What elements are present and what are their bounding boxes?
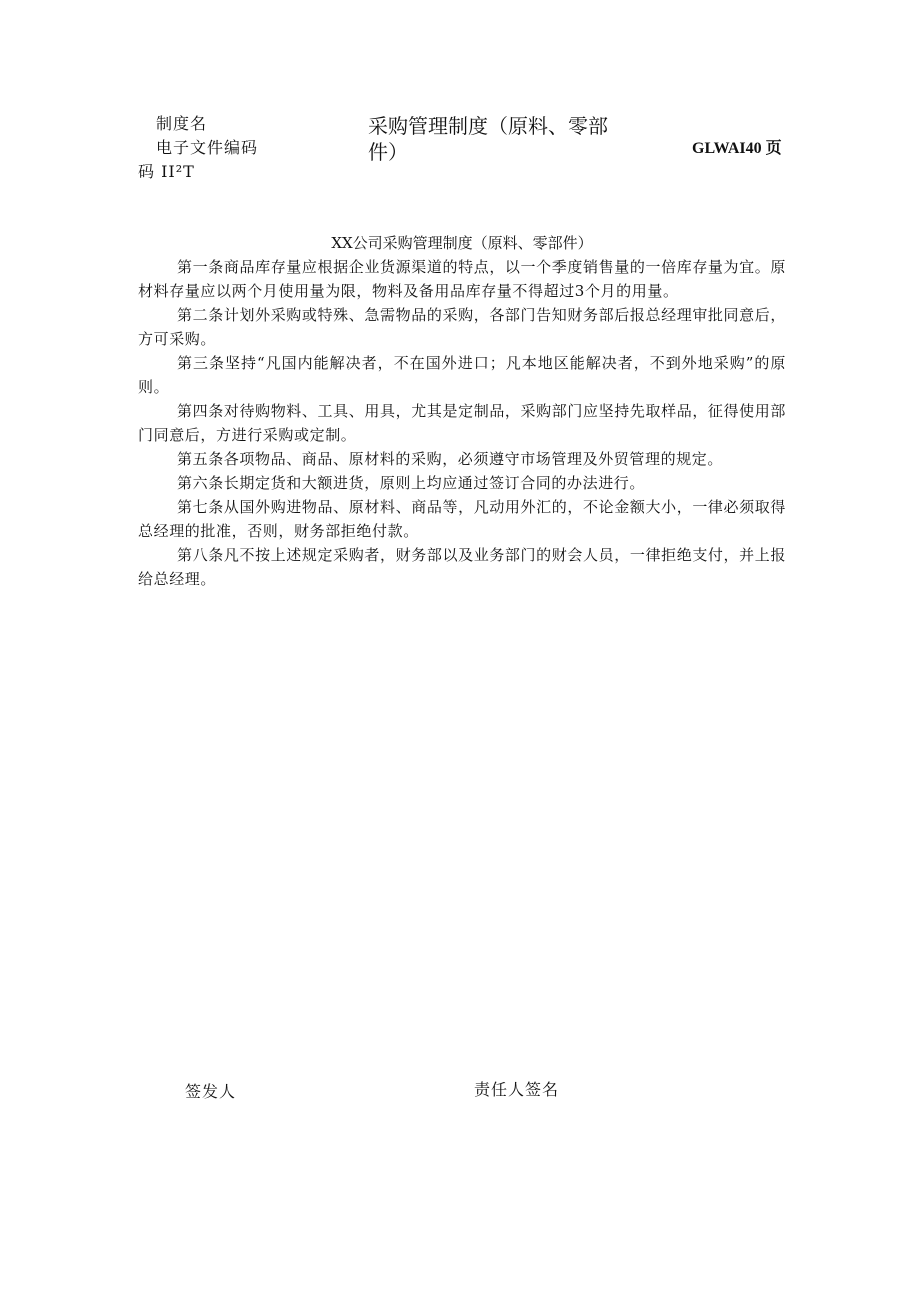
doc-code: GLWAI40 页 <box>692 140 782 157</box>
article-4: 第四条对待购物料、工具、用具，尤其是定制品，采购部门应坚持先取样品，征得使用部门同意后，方进行采购或定制。 <box>138 402 786 444</box>
article-1: 第一条商品库存量应根据企业货源渠道的特点，以一个季度销售量的一倍库存量为宜。原材料存量应以两个月使用量为限，物料及备用品库存量不得超过3个月的用量。 <box>138 258 786 300</box>
article-7: 第七条从国外购进物品、原材料、商品等，凡动用外汇的，不论金额大小，一律必须取得总经理的批准，否则，财务部拒绝付款。 <box>138 498 786 540</box>
system-name-label: 制度名 <box>156 114 208 133</box>
file-code-wrap: 码 II²T <box>138 162 195 181</box>
article-2: 第二条计划外采购或特殊、急需物品的采购，各部门告知财务部后报总经理审批同意后，方可采购。 <box>138 306 786 348</box>
article-5: 第五条各项物品、商品、原材料的采购，必须遵守市场管理及外贸管理的规定。 <box>177 450 724 468</box>
article-8: 第八条凡不按上述规定采购者，财务部以及业务部门的财会人员，一律拒绝支付，并上报给总经理。 <box>138 546 786 588</box>
issuer-label: 签发人 <box>185 1082 237 1101</box>
document-title: XX公司采购管理制度（原料、零部件） <box>331 234 593 252</box>
article-6: 第六条长期定货和大额进货，原则上均应通过签订合同的办法进行。 <box>177 474 646 492</box>
doc-name: 采购管理制度（原料、零部件） <box>368 114 608 164</box>
article-3: 第三条坚持“凡国内能解决者，不在国外进口；凡本地区能解决者，不到外地采购”的原则。 <box>138 354 786 396</box>
responsible-signature-label: 责任人签名 <box>474 1080 560 1099</box>
file-code-label: 电子文件编码 <box>156 138 259 157</box>
document-body <box>138 231 786 591</box>
